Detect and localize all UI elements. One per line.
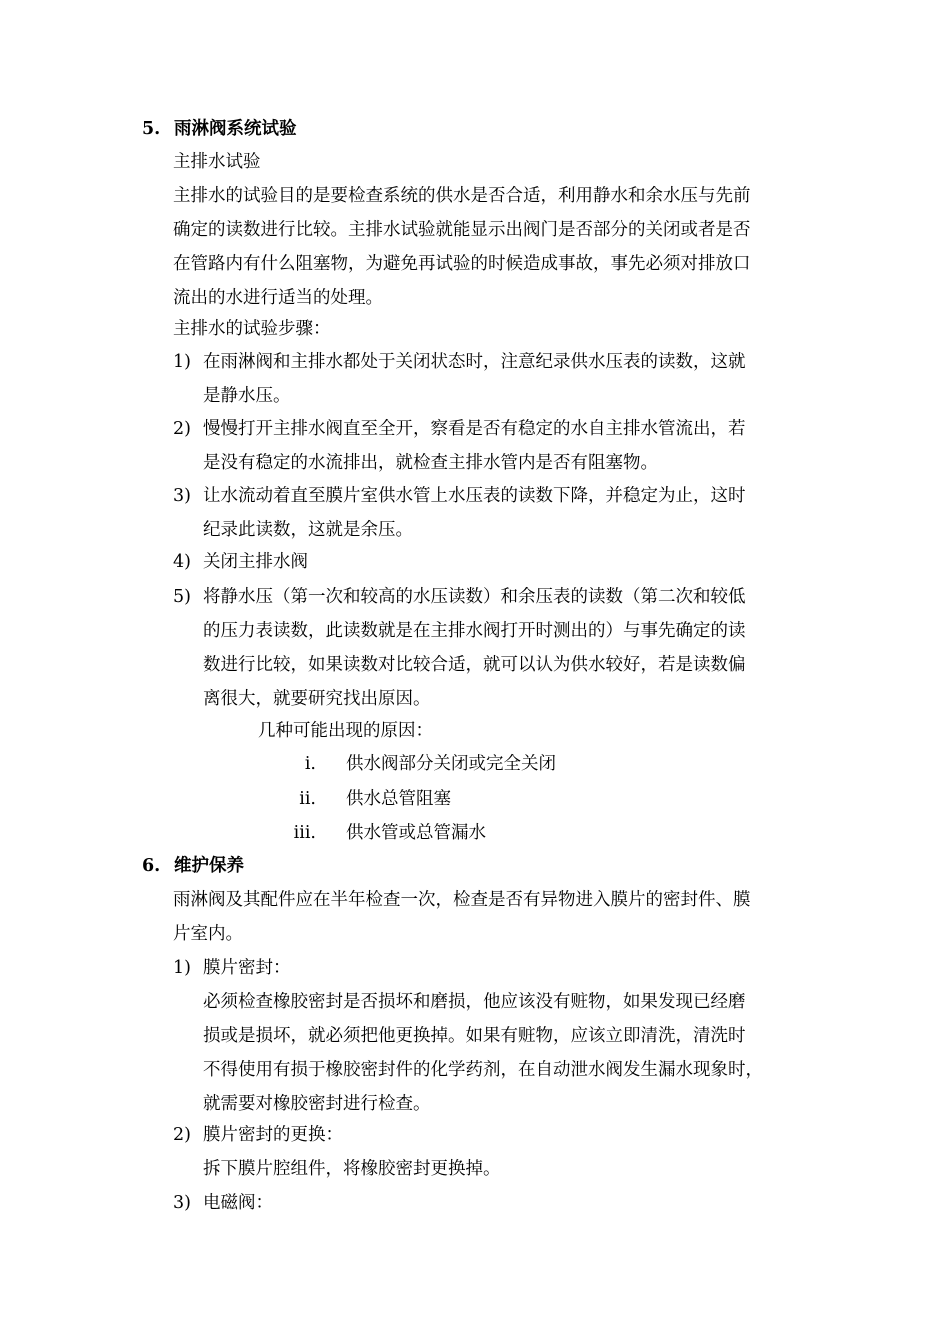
roman-marker: iii. bbox=[293, 823, 316, 843]
section-5-title: 雨淋阀系统试验 bbox=[174, 119, 297, 139]
list-marker: 2) bbox=[173, 1125, 191, 1145]
item-label: 膜片密封的更换： bbox=[203, 1125, 343, 1145]
causes-title: 几种可能出现的原因： bbox=[258, 721, 433, 741]
list-marker: 5) bbox=[173, 587, 191, 607]
intro-line: 雨淋阀及其配件应在半年检查一次，检查是否有异物进入膜片的密封件、膜 bbox=[173, 890, 751, 910]
list-marker: 3) bbox=[173, 1193, 191, 1213]
intro-line: 在管路内有什么阻塞物，为避免再试验的时候造成事故，事先必须对排放口 bbox=[173, 254, 751, 274]
intro-line: 片室内。 bbox=[173, 924, 243, 944]
steps-title: 主排水的试验步骤： bbox=[173, 319, 331, 339]
section-5-subtitle: 主排水试验 bbox=[173, 152, 261, 172]
section-5-heading bbox=[142, 117, 297, 141]
item-body: 拆下膜片腔组件，将橡胶密封更换掉。 bbox=[203, 1159, 501, 1179]
section-6-intro bbox=[173, 883, 813, 951]
list-marker: 4) bbox=[173, 552, 191, 572]
item-label: 电磁阀： bbox=[203, 1193, 273, 1213]
section-5-intro bbox=[173, 179, 813, 315]
intro-line: 确定的读数进行比较。主排水试验就能显示出阀门是否部分的关闭或者是否 bbox=[173, 220, 751, 240]
document-page: 5. 雨淋阀系统试验 主排水试验 主排水的试验目的是要检查系统的供水是否合适，利用静水和余水压与先前 确定的读数进行比较。主排水试验就能显示出阀门是否部分的关闭或者是否 在管路内有什么阻塞物，为避免再试验的时候造成事故，事先必须对排放口 流出的水进行适当的处理。 主排水的试验步骤： 1) 在雨淋阀和主排水都处于关闭状态时，注意纪录供水压表的读数，这就 是静水压。 2) 慢慢打开主排水阀直至全开，察看是否有稳定的水自主排水管流出，若 是没有稳定的水流排出，就检查主排水管内是否有阻塞物。 3) 让水流动着直至膜片室供水管上水压表的读数下降，并稳定为止，这时 纪录此读数，这就是余压。 4) 关闭主排水阀 5) 将静水压（第一次和较高的水压读数）和余压表的读数（第二次和较低 的压力表读数，此读数就是在主排水阀打开时测出的）与事先确定的读 数进行比较，如果读数对比较合适，就可以认为供水较好，若是读数偏 离很大，就要研究找出原因。 几种可能出现的原因： i. 供水阀部分关闭或完全关闭 ii. 供水总管阻塞 iii. 供水管或总管漏水 6. 维护保养 雨淋阀及其配件应在半年检查一次，检查是否有异物进入膜片的密封件、膜 片室内。 1) 膜片密封： 必须检查橡胶密封是否损坏和磨损，他应该没有赃物，如果发现已经磨 损或是损坏，就必须把他更换掉。如果有赃物，应该立即清洗，清洗时 不得使用有损于橡胶密封件的化学药剂，在自动泄水阀发生漏水现象时， 就需要对橡胶密封进行检查。 2) 膜片密封的更换： 拆下膜片腔组件，将橡胶密封更换掉。 3) 电磁阀： bbox=[0, 0, 950, 1344]
section-6-title: 维护保养 bbox=[174, 856, 244, 876]
section-6-number: 6. bbox=[142, 856, 161, 876]
list-marker: 1) bbox=[173, 352, 191, 372]
list-marker: 1) bbox=[173, 958, 191, 978]
section-5-number: 5. bbox=[142, 119, 161, 139]
intro-line: 流出的水进行适当的处理。 bbox=[173, 288, 383, 308]
list-marker: 3) bbox=[173, 486, 191, 506]
item-body: 必须检查橡胶密封是否损坏和磨损，他应该没有赃物，如果发现已经磨 损或是损坏，就必须把他更换掉。如果有赃物，应该立即清洗，清洗时 不得使用有损于橡胶密封件的化学药剂，在自动泄水阀发生漏水现象时， 就需要对橡胶密封进行检查。 bbox=[203, 992, 763, 1114]
roman-marker: ii. bbox=[299, 789, 316, 809]
list-marker: 2) bbox=[173, 419, 191, 439]
intro-line: 主排水的试验目的是要检查系统的供水是否合适，利用静水和余水压与先前 bbox=[173, 186, 751, 206]
section-6-heading bbox=[142, 854, 244, 878]
roman-marker: i. bbox=[304, 754, 316, 774]
item-label: 膜片密封： bbox=[203, 958, 291, 978]
